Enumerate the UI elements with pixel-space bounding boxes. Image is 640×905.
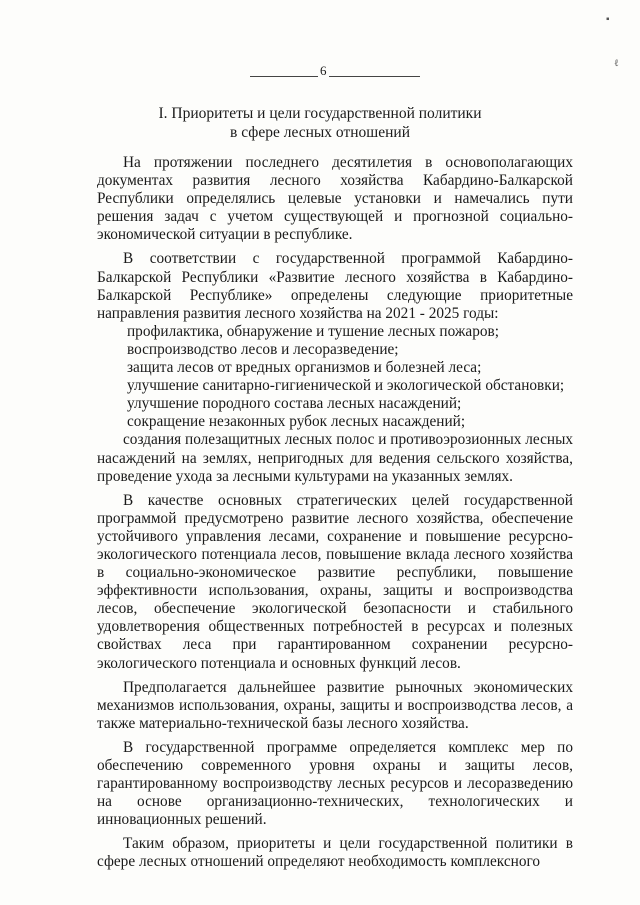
paragraph: В соответствии с государственной программой Кабардино-Балкарской Республики «Развитие лесного хозяйства в Кабардино-Балкарской Республике» определены следующие приоритетные направления развития лесного хозяйства на 2021 - 2025 годы:	[97, 250, 573, 322]
list-item: улучшение породного состава лесных насаждений;	[127, 395, 462, 413]
heading-line-2: в сфере лесных отношений	[230, 124, 410, 141]
page-number: 6	[320, 63, 327, 78]
list-item: защита лесов от вредных организмов и болезней леса;	[127, 359, 482, 377]
page-number-line	[250, 76, 420, 77]
heading-line-1: I. Приоритеты и цели государственной политики	[158, 105, 482, 122]
paragraph: создания полезащитных лесных полос и противоэрозионных лесных насаждений на землях, непригодных для ведения сельского хозяйства, проведение ухода за лесными культурами на указанных землях.	[97, 431, 573, 485]
document-body	[97, 154, 573, 872]
list-item: профилактика, обнаружение и тушение лесных пожаров;	[127, 322, 499, 340]
list-item: сокращение незаконных рубок лесных насаждений;	[127, 413, 466, 431]
scan-mark: ▪	[606, 14, 610, 25]
paragraph: Таким образом, приоритеты и цели государственной политики в сфере лесных отношений определяют необходимость комплексного	[97, 835, 573, 871]
paragraph: В государственной программе определяется комплекс мер по обеспечению современного уровня охраны и защиты лесов, гарантированному воспроизводству лесных ресурсов и лесоразведению на основе организационно-технических, технологических и инновационных решений.	[97, 738, 573, 829]
list-item: воспроизводство лесов и лесоразведение;	[127, 340, 399, 358]
paragraph: На протяжении последнего десятилетия в основополагающих документах развития лесного хозяйства Кабардино-Балкарской Республики определялись целевые установки и намечались пути решения задач с учетом существующей и прогнозной социально-экономической ситуации в республике.	[97, 154, 573, 244]
scan-mark: ℓ	[614, 58, 619, 69]
list-item: улучшение санитарно-гигиенической и экологической обстановки;	[127, 377, 565, 395]
section-heading	[100, 104, 540, 142]
paragraph: В качестве основных стратегических целей государственной программой предусмотрено развитие лесного хозяйства, обеспечение устойчивого управления лесами, сохранение и повышение ресурсно-экологического потенциала лесов, повышение вклада лесного хозяйства в социально-экономическое развитие республики, повышение эффективности использования, охраны, защиты и воспроизводства лесов, обеспечение экологической безопасности и стабильного удовлетворения общественных потребностей в ресурсах и полезных свойствах леса при гарантированном сохранении ресурсно-экологического потенциала и основных функций лесов.	[97, 491, 573, 672]
paragraph: Предполагается дальнейшее развитие рыночных экономических механизмов использования, охраны, защиты и воспроизводства лесов, а также материально-технической базы лесного хозяйства.	[97, 678, 573, 732]
